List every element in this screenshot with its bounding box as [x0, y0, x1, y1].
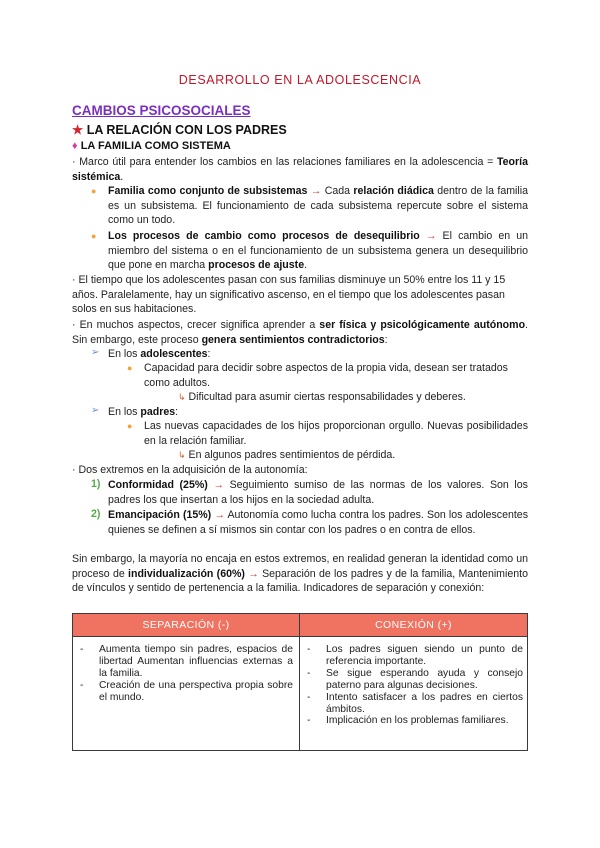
table-cell-separacion: [77, 644, 293, 704]
bold-term: Conformidad (25%): [108, 479, 208, 491]
bold-term: Familia como conjunto de subsistemas: [108, 185, 308, 197]
sub-item-text: Dificultad para asumir ciertas responsabilidades y deberes.: [188, 391, 466, 403]
paragraph-text: Separación de los padres y de la familia, Mantenimiento de vínculos y sentido de pertenencia a la familia. Indicadores de separación y conexión:: [72, 567, 528, 595]
bold-term: Emancipación (15%): [108, 509, 212, 521]
paragraph-individualizacion: [72, 552, 528, 596]
table-divider: [299, 614, 300, 750]
paragraph-text: · Marco útil para entender los cambios en las relaciones familiares en la adolescencia =: [72, 156, 497, 168]
heading-familia-text: LA FAMILIA COMO SISTEMA: [80, 140, 231, 152]
star-icon: ★: [72, 123, 84, 137]
table-divider: [73, 636, 527, 637]
bold-term: adolescentes: [140, 348, 208, 360]
document-title: DESARROLLO EN LA ADOLESCENCIA: [178, 73, 422, 87]
table-list-item: - Intento satisfacer a los padres en ciertos ámbitos.: [304, 692, 523, 716]
list-padres: En los padres:: [108, 406, 179, 418]
table-list-item: - Los padres siguen siendo un punto de referencia importante.: [304, 644, 523, 668]
arrow-icon: →: [425, 230, 437, 242]
table-cell-conexion: [304, 644, 523, 727]
bold-term: Los procesos de cambio como procesos de desequilibrio: [108, 230, 420, 242]
arrow-icon: →: [310, 185, 322, 197]
paragraph-extremos: · Dos extremos en la adquisición de la autonomía:: [72, 464, 308, 476]
paragraph-tiempo: · El tiempo que los adolescentes pasan con sus familias disminuye un 50% entre los 11 y 15 años. Paralelamente, hay un significativo ascenso, en el tiempo que los adolescentes pasan solos en sus habitaciones.: [72, 274, 506, 316]
heading-relacion-padres: [72, 122, 287, 137]
arrow-icon: →: [248, 567, 259, 580]
bold-term: relación diádica: [353, 185, 434, 197]
bullet-text: dentro de la familia es un subsistema. El funcionamiento de cada subsistema repercute sobre el sistema como un todo.: [108, 185, 528, 227]
numbered-text: Autonomía como lucha contra los padres. Son los adolescentes quienes se definen a sí mismos sin contar con los padres o en contra de ellos.: [108, 509, 528, 536]
table-list-item: - Aumenta tiempo sin padres, espacios de libertad Aumentan influencias externas a la familia.: [77, 644, 293, 680]
sub-item-perdida: [178, 448, 528, 463]
list-adolescentes: En los adolescentes:: [108, 348, 211, 360]
bullet-text: Cada: [321, 185, 354, 197]
arrowhead-bullet-icon: ➢: [91, 405, 100, 416]
list-number: 2): [91, 508, 101, 520]
bullet-dot-icon: ●: [91, 231, 97, 241]
paragraph-text: · En muchos aspectos, crecer significa aprender a: [72, 319, 320, 331]
heading-familia-sistema: [72, 140, 231, 152]
table-list-item: - Creación de una perspectiva propia sobre el mundo.: [77, 680, 293, 704]
arrow-icon: →: [213, 479, 224, 491]
sub-item-text: En algunos padres sentimientos de pérdida.: [188, 449, 396, 461]
bullet-dot-icon: ●: [127, 363, 133, 373]
bold-term: individualización (60%): [128, 567, 245, 580]
section-heading: CAMBIOS PSICOSOCIALES: [72, 103, 251, 118]
list-item-capacidades: Las nuevas capacidades de los hijos proporcionan orgullo. Nuevas posibilidades en la relación familiar.: [144, 420, 528, 447]
bullet-dot-icon: ●: [91, 186, 97, 196]
hook-arrow-icon: ↳: [178, 392, 186, 402]
diamond-icon: ♦: [72, 140, 78, 152]
paragraph-text: . Sin embargo, este proceso: [72, 319, 528, 346]
bullet-desequilibrio: Los procesos de cambio como procesos de desequilibrio → El cambio en un miembro del sistema o en el funcionamiento de un subsistema genera un desequilibrio que pone en marcha procesos de ajuste.: [108, 230, 528, 272]
hook-arrow-icon: ↳: [178, 450, 186, 460]
bold-term: ser física y psicológicamente autónomo: [319, 319, 526, 331]
bold-term: padres: [140, 406, 176, 418]
table-header-conexion: CONEXIÓN (+): [375, 619, 452, 631]
bullet-dot-icon: ●: [127, 421, 133, 431]
bold-term: Teoría sistémica: [72, 156, 528, 183]
paragraph-autonomia: · En muchos aspectos, crecer significa aprender a ser física y psicológicamente autónomo. Sin embargo, este proceso genera sentimientos contradictorios:: [72, 319, 528, 346]
sub-item-dificultad: [178, 390, 528, 405]
paragraph-text: Sin embargo, la mayoría no encaja en estos extremos, en realidad generan la identidad como un proceso de: [72, 553, 528, 580]
numbered-emancipacion: [108, 508, 528, 537]
heading-relacion-text: LA RELACIÓN CON LOS PADRES: [86, 123, 287, 137]
arrowhead-bullet-icon: ➢: [91, 347, 100, 358]
table-header-separacion: SEPARACIÓN (-): [142, 619, 230, 631]
table-header-row: [73, 614, 527, 636]
list-number: 1): [91, 478, 101, 490]
list-text: En los: [108, 348, 141, 360]
bold-term: procesos de ajuste: [208, 259, 305, 272]
list-item-capacidad: Capacidad para decidir sobre aspectos de la propia vida, desean ser tratados como adultos.: [144, 362, 508, 389]
bullet-subsistemas: [108, 184, 528, 228]
paragraph-marco: · Marco útil para entender los cambios en las relaciones familiares en la adolescencia = Teoría sistémica.: [72, 156, 528, 183]
indicadores-table: [72, 613, 528, 751]
numbered-text: Seguimiento sumiso de las normas de los valores. Son los padres los que insertan a los hijos en la sociedad adulta.: [108, 479, 528, 506]
table-list-item: - Implicación en los problemas familiares.: [304, 715, 523, 727]
arrow-icon: →: [214, 509, 225, 521]
bullet-text: El cambio en un miembro del sistema o en el funcionamiento de un subsistema genera un desequilibrio que pone en marcha: [108, 230, 528, 272]
list-text: En los: [108, 406, 141, 418]
numbered-conformidad: [108, 478, 528, 507]
table-list-item: - Se sigue esperando ayuda y consejo paterno para algunas decisiones.: [304, 668, 523, 692]
bold-term: genera sentimientos contradictorios: [201, 333, 385, 346]
